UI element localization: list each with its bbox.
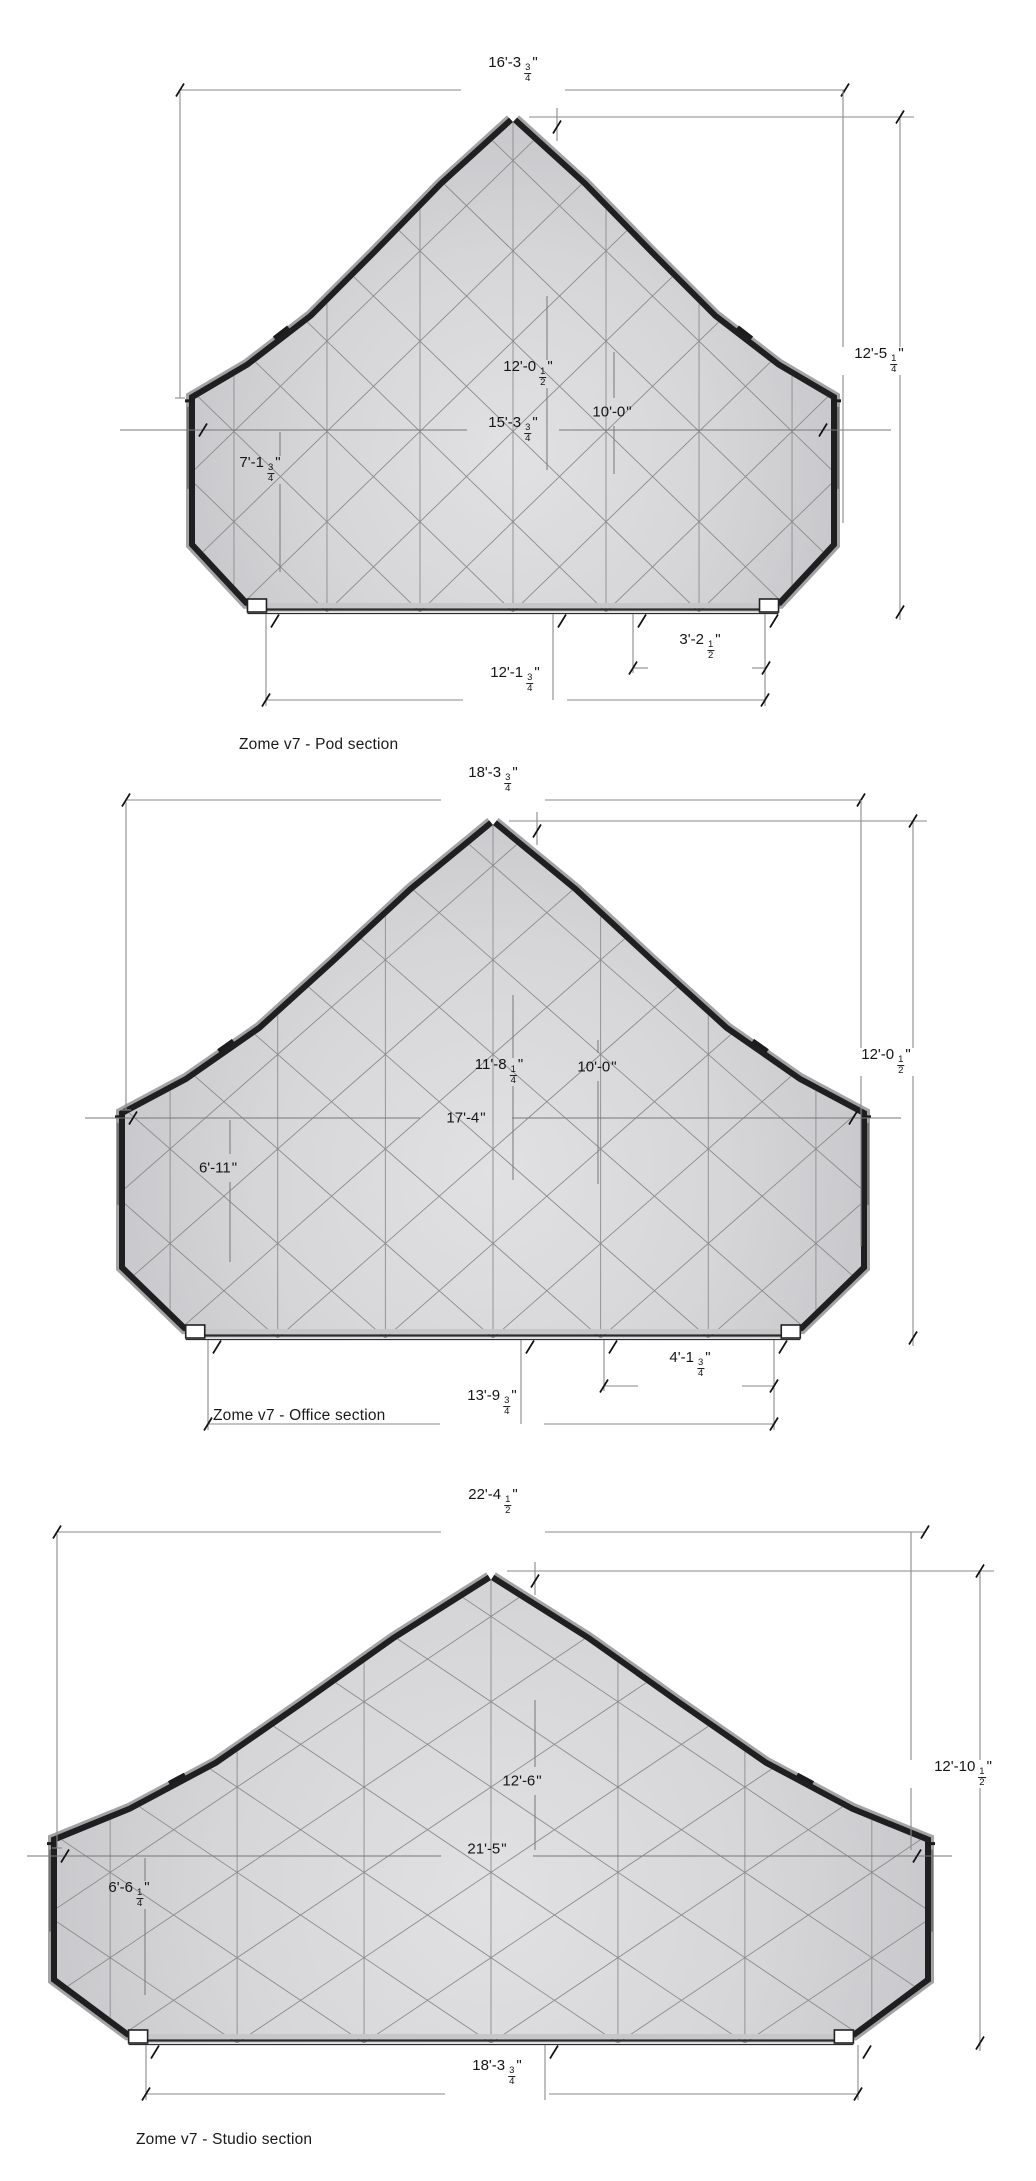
dimension-label: 12'-1 $\frac{3}{4}$ " bbox=[490, 664, 540, 695]
dimension-label: 22'-4 $\frac{1}{2}$ " bbox=[468, 1486, 518, 1517]
dimension-label: 10'-0" bbox=[577, 1058, 617, 1076]
dimension-label: 12'-0 $\frac{1}{2}$ " bbox=[861, 1046, 911, 1077]
dimension-label: 7'-1 $\frac{3}{4}$ " bbox=[239, 454, 281, 485]
dimension-label: 4'-1 $\frac{3}{4}$ " bbox=[669, 1349, 711, 1380]
dimension-label: 12'-5 $\frac{1}{4}$ " bbox=[854, 345, 904, 376]
dimension-label: 17'-4" bbox=[446, 1109, 486, 1127]
dimension-label: 12'-0 $\frac{1}{2}$ " bbox=[503, 358, 553, 389]
dimension-label: 3'-2 $\frac{1}{2}$ " bbox=[679, 631, 721, 662]
dimension-label: 12'-6" bbox=[502, 1772, 542, 1790]
dimension-label: 21'-5" bbox=[467, 1840, 507, 1858]
dimension-label: 13'-9 $\frac{3}{4}$ " bbox=[467, 1387, 517, 1418]
dimension-label: 10'-0" bbox=[592, 403, 632, 421]
caption-pod-section: Zome v7 - Pod section bbox=[239, 736, 399, 753]
caption-studio-section: Zome v7 - Studio section bbox=[136, 2131, 313, 2148]
dimension-label: 6'-11" bbox=[198, 1159, 238, 1177]
dimension-label: 18'-3 $\frac{3}{4}$ " bbox=[468, 764, 518, 795]
caption-office-section: Zome v7 - Office section bbox=[213, 1407, 386, 1424]
dimension-label: 12'-10 $\frac{1}{2}$ " bbox=[934, 1758, 992, 1789]
dimension-label: 18'-3 $\frac{3}{4}$ " bbox=[472, 2057, 522, 2088]
dimension-label: 6'-6 $\frac{1}{4}$ " bbox=[108, 1879, 150, 1910]
dimension-label: 16'-3 $\frac{3}{4}$ " bbox=[488, 54, 538, 85]
dimension-label: 11'-8 $\frac{1}{4}$ " bbox=[474, 1056, 524, 1087]
dimension-label: 15'-3 $\frac{3}{4}$ " bbox=[488, 414, 538, 445]
